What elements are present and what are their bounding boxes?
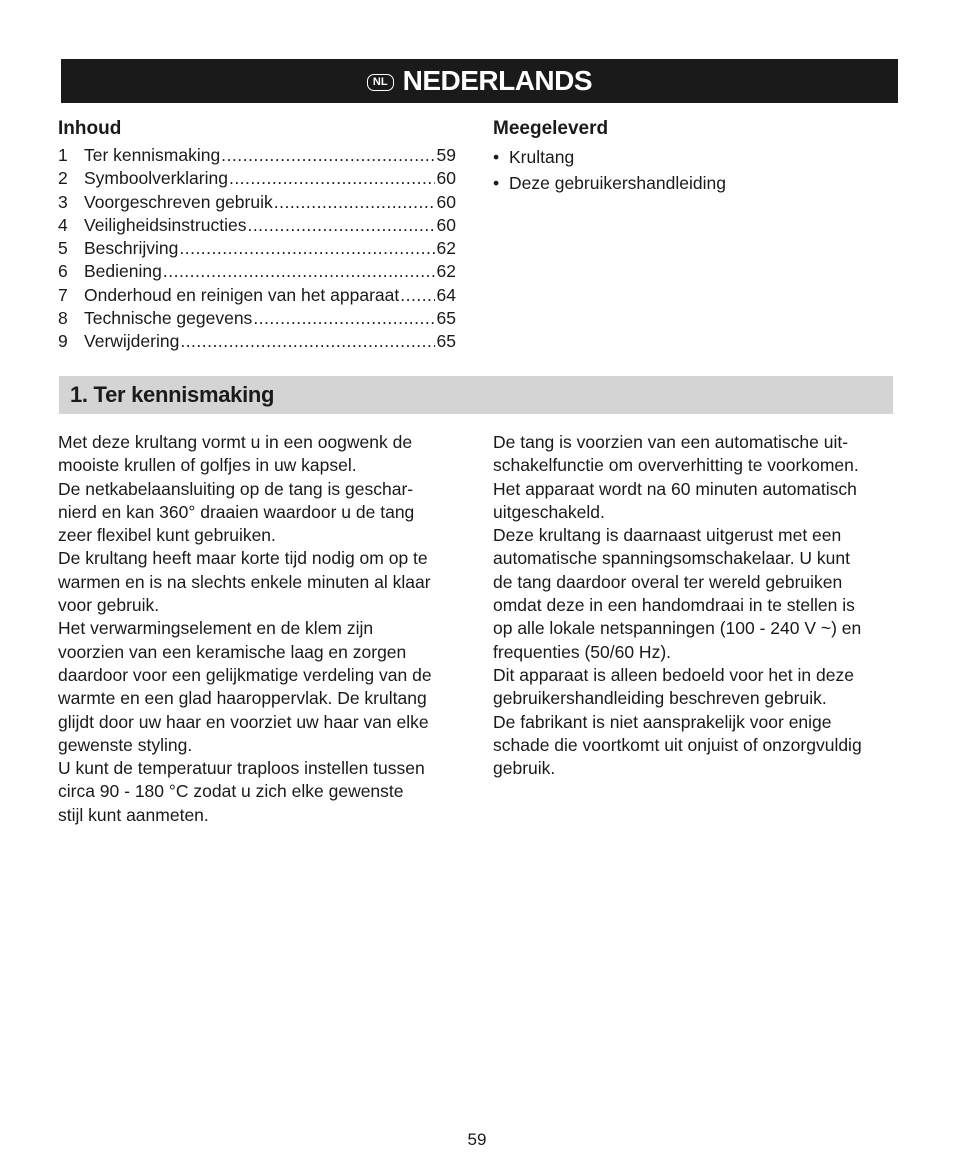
toc-item xyxy=(58,307,456,330)
toc-item-number: 1 xyxy=(58,145,68,165)
text-line: zeer flexibel kunt gebruiken. xyxy=(58,525,276,546)
text-line: gebruikershandleiding beschreven gebruik. xyxy=(493,688,827,709)
toc-item-number: 2 xyxy=(58,168,68,189)
toc-item xyxy=(58,260,456,283)
paragraph xyxy=(58,617,463,757)
toc-dot-leader xyxy=(163,260,435,283)
text-line: Het apparaat wordt na 60 minuten automatisch xyxy=(493,478,857,499)
toc-item xyxy=(58,191,456,214)
toc-item-page: 65 xyxy=(436,331,456,352)
text-line: mooiste krullen of golfjes in uw kapsel. xyxy=(58,455,357,476)
text-line: schade die voortkomt uit onjuist of onzorgvuldig xyxy=(493,734,862,755)
toc-dot-leader xyxy=(221,144,434,167)
language-badge: NL xyxy=(367,74,394,91)
text-line: Dit apparaat is alleen bedoeld voor het in deze xyxy=(493,664,854,685)
toc-item-number: 4 xyxy=(58,214,68,235)
table-of-contents xyxy=(58,118,456,354)
paragraph xyxy=(493,524,893,664)
toc-item-number: 3 xyxy=(58,191,68,212)
section-heading-bar xyxy=(59,376,893,414)
toc-item xyxy=(58,167,456,190)
page-number: 59 xyxy=(467,1130,487,1149)
toc-item-page: 64 xyxy=(436,284,456,305)
text-line: glijdt door uw haar en voorziet uw haar van elke xyxy=(58,711,429,732)
toc-item-page: 60 xyxy=(436,214,456,235)
toc-item-label: Technische gegevens xyxy=(84,308,253,329)
text-line: automatische spanningsomschakelaar. U kunt xyxy=(493,548,851,569)
paragraph xyxy=(493,664,893,711)
toc-item-number: 7 xyxy=(58,284,68,305)
text-line: op alle lokale netspanningen (100 - 240 V ~) en xyxy=(493,618,862,639)
text-line: U kunt de temperatuur traploos instellen tussen xyxy=(58,758,425,779)
toc-item-label: Symboolverklaring xyxy=(84,168,228,189)
section-title: 1. Ter kennismaking xyxy=(70,382,275,407)
body-text-right-column xyxy=(493,431,893,780)
text-line: schakelfunctie om oververhitting te voorkomen. xyxy=(493,455,859,476)
toc-item xyxy=(58,330,456,353)
bullet-icon: • xyxy=(493,147,500,167)
toc-dot-leader xyxy=(180,330,434,353)
toc-item-label: Verwijdering xyxy=(84,331,180,352)
text-line: warmen en is na slechts enkele minuten al klaar xyxy=(58,571,431,592)
included-heading: Meegeleverd xyxy=(493,118,609,139)
toc-dot-leader xyxy=(247,214,434,237)
toc-dot-leader xyxy=(253,307,434,330)
toc-item-label: Bediening xyxy=(84,261,162,282)
text-line: daardoor voor een gelijkmatige verdeling van de xyxy=(58,664,432,685)
toc-item-page: 59 xyxy=(436,145,456,165)
list-item xyxy=(493,144,893,170)
text-line: gebruik. xyxy=(493,758,556,779)
text-line: stijl kunt aanmeten. xyxy=(58,804,209,825)
toc-dot-leader xyxy=(179,237,434,260)
text-line: De tang is voorzien van een automatische uit- xyxy=(493,432,849,452)
text-line: circa 90 - 180 °C zodat u zich elke gewenste xyxy=(58,781,404,802)
text-line: uitgeschakeld. xyxy=(493,501,605,522)
body-text-left-column xyxy=(58,431,463,827)
toc-item-page: 65 xyxy=(436,308,456,329)
paragraph xyxy=(58,757,463,827)
toc-item-number: 8 xyxy=(58,308,68,329)
text-line: De netkabelaansluiting op de tang is geschar- xyxy=(58,478,414,499)
toc-item-page: 60 xyxy=(436,191,456,212)
text-line: frequenties (50/60 Hz). xyxy=(493,641,672,662)
toc-dot-leader xyxy=(400,284,434,307)
toc-item-label: Veiligheidsinstructies xyxy=(84,214,247,235)
toc-item xyxy=(58,144,456,167)
text-line: nierd en kan 360° draaien waardoor u de tang xyxy=(58,501,415,522)
list-item-text: Krultang xyxy=(509,147,575,167)
list-item xyxy=(493,170,893,196)
toc-dot-leader xyxy=(229,167,435,190)
toc-item xyxy=(58,214,456,237)
toc-dot-leader xyxy=(274,191,435,214)
paragraph xyxy=(58,547,463,617)
text-line: omdat deze in een handomdraai in te stellen is xyxy=(493,595,855,616)
text-line: de tang daardoor overal ter wereld gebruiken xyxy=(493,571,843,592)
toc-item-page: 60 xyxy=(436,168,456,189)
text-line: gewenste styling. xyxy=(58,734,193,755)
paragraph xyxy=(493,431,893,524)
toc-item-label: Voorgeschreven gebruik xyxy=(84,191,273,212)
toc-item xyxy=(58,284,456,307)
text-line: De krultang heeft maar korte tijd nodig om op te xyxy=(58,548,428,569)
text-line: De fabrikant is niet aansprakelijk voor enige xyxy=(493,711,832,732)
paragraph xyxy=(493,711,893,781)
bullet-icon: • xyxy=(493,173,500,193)
paragraph xyxy=(58,478,463,548)
included-list xyxy=(493,144,893,196)
toc-item-number: 9 xyxy=(58,331,68,352)
text-line: Met deze krultang vormt u in een oogwenk de xyxy=(58,432,413,452)
toc-heading: Inhoud xyxy=(58,118,122,139)
language-header-bar xyxy=(61,59,898,103)
text-line: voor gebruik. xyxy=(58,595,160,616)
text-line: Het verwarmingselement en de klem zijn xyxy=(58,618,374,639)
paragraph xyxy=(58,431,463,478)
text-line: voorzien van een keramische laag en zorgen xyxy=(58,641,407,662)
toc-item-label: Onderhoud en reinigen van het apparaat xyxy=(84,284,400,305)
toc-item-number: 5 xyxy=(58,238,68,259)
toc-item-number: 6 xyxy=(58,261,68,282)
toc-item-page: 62 xyxy=(436,261,456,282)
language-title: NEDERLANDS xyxy=(402,65,593,96)
text-line: warmte en een glad haaroppervlak. De krultang xyxy=(58,688,427,709)
toc-list xyxy=(58,144,456,354)
toc-item-label: Beschrijving xyxy=(84,238,179,259)
included-items xyxy=(493,118,893,196)
list-item-text: Deze gebruikershandleiding xyxy=(509,173,726,193)
toc-item-page: 62 xyxy=(436,238,456,259)
text-line: Deze krultang is daarnaast uitgerust met een xyxy=(493,525,842,546)
toc-item-label: Ter kennismaking xyxy=(84,145,221,165)
toc-item xyxy=(58,237,456,260)
